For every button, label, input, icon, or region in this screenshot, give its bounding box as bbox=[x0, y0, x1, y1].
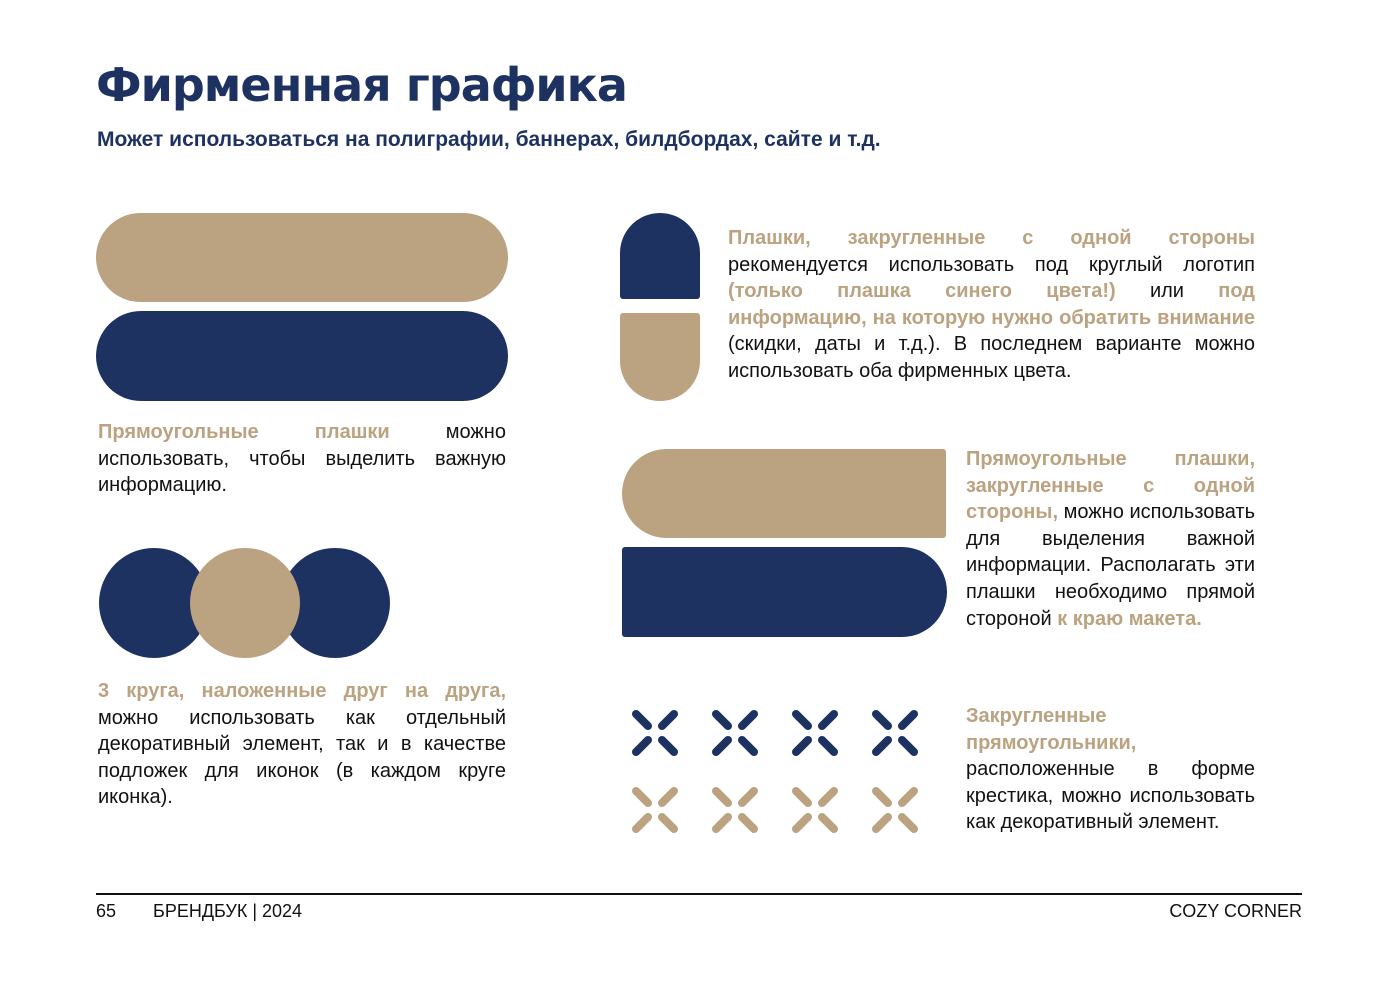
blue-half-round-plate-vertical bbox=[620, 213, 700, 299]
cross-blue-4 bbox=[876, 714, 914, 752]
blue-edge-plate bbox=[622, 547, 947, 637]
rect-plates-description bbox=[98, 419, 506, 499]
three-circles-graphic bbox=[96, 545, 396, 661]
page-number: 65 bbox=[96, 901, 117, 921]
blue-pill-plate bbox=[96, 311, 508, 401]
rect-plates-highlight: Прямоугольные плашки bbox=[98, 421, 390, 443]
crosses-highlight: Закругленные прямоугольники, bbox=[966, 705, 1137, 754]
circles-text: можно использовать как отдельный декоративный элемент, так и в качестве подложек для иконок (в каждом круге иконка). bbox=[98, 706, 506, 809]
beige-half-round-plate-vertical bbox=[620, 313, 700, 401]
cross-beige-1 bbox=[636, 791, 674, 829]
cross-blue-2 bbox=[716, 714, 754, 752]
one-side-highlight-3: под информацию, на которую нужно обратить внимание bbox=[728, 280, 1255, 329]
one-side-plates-description bbox=[728, 225, 1255, 385]
rect-plates-text: можно использовать, чтобы выделить важную информацию. bbox=[98, 421, 506, 497]
cross-beige-3 bbox=[796, 791, 834, 829]
edge-plates-highlight-1: Прямоугольные плашки, закругленные с одной стороны, bbox=[966, 448, 1255, 524]
footer-divider bbox=[96, 893, 1302, 895]
crosses-text: расположенные в форме крестика, можно использовать как декоративный элемент. bbox=[966, 758, 1255, 834]
one-side-highlight-1: Плашки, закругленные с одной стороны bbox=[728, 227, 1255, 249]
brand-name: COZY CORNER bbox=[1169, 901, 1302, 921]
doc-label: БРЕНДБУК | 2024 bbox=[153, 901, 303, 921]
cross-blue-1 bbox=[636, 714, 674, 752]
cross-blue-3 bbox=[796, 714, 834, 752]
one-side-text-3: (скидки, даты и т.д.). В последнем варианте можно использовать оба фирменных цвета. bbox=[728, 333, 1255, 382]
page-title: Фирменная графика bbox=[96, 58, 627, 112]
crosses-grid-graphic bbox=[620, 700, 930, 845]
one-side-highlight-2: (только плашка синего цвета!) bbox=[728, 280, 1116, 303]
edge-plates-highlight-2: к краю макета. bbox=[1057, 607, 1202, 630]
cross-beige-2 bbox=[716, 791, 754, 829]
beige-pill-plate bbox=[96, 213, 508, 302]
circle-beige-middle bbox=[190, 548, 300, 658]
edge-plates-text-1: можно использовать для выделения важной информации. Располагать эти плашки необходимо прямой стороной bbox=[966, 501, 1255, 630]
circles-description bbox=[98, 678, 506, 811]
circles-highlight: 3 круга, наложенные друг на друга, bbox=[98, 680, 506, 702]
page-subtitle: Может использоваться на полиграфии, баннерах, билдбордах, сайте и т.д. bbox=[97, 128, 881, 151]
beige-edge-plate bbox=[622, 449, 946, 538]
cross-beige-4 bbox=[876, 791, 914, 829]
one-side-text-2: или bbox=[1115, 280, 1219, 303]
edge-plates-description bbox=[966, 446, 1255, 632]
one-side-text-1: рекомендуется использовать под круглый логотип bbox=[728, 253, 1255, 276]
crosses-description bbox=[966, 703, 1255, 836]
